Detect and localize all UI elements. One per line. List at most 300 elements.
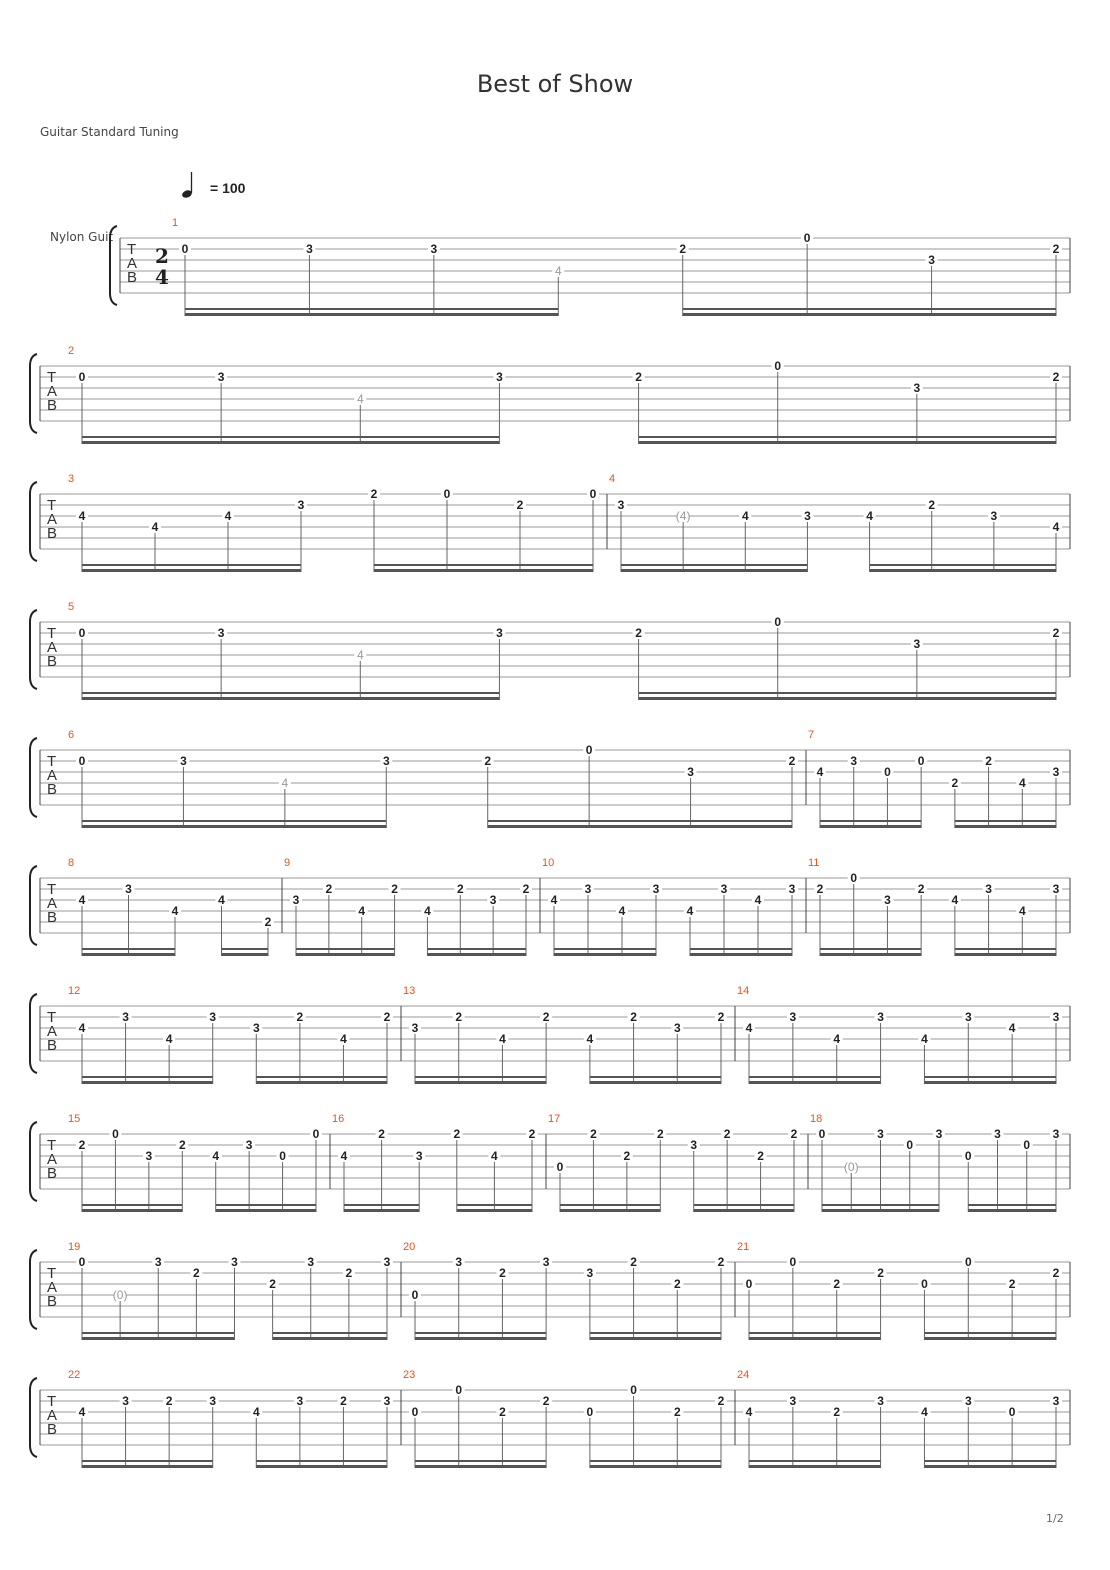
beam <box>749 1465 881 1468</box>
system-bracket <box>30 354 37 433</box>
fret-number: 3 <box>217 626 225 640</box>
fret-number: 0 <box>818 1127 826 1141</box>
fret-number: 2 <box>165 1394 173 1408</box>
beam <box>590 1465 721 1468</box>
fret-number: 4 <box>356 648 364 662</box>
fret-number: 3 <box>245 1138 253 1152</box>
fret-number: 2 <box>833 1277 841 1291</box>
fret-number: 2 <box>673 1277 681 1291</box>
beam <box>554 953 656 956</box>
fret-number: 3 <box>690 1138 698 1152</box>
fret-number: 2 <box>816 882 824 896</box>
beam <box>924 1076 1056 1078</box>
system-bracket <box>30 482 37 561</box>
tab-clef-letter: T <box>47 1137 57 1154</box>
measure-number: 4 <box>609 473 616 485</box>
fret-number: 2 <box>345 1266 353 1280</box>
fret-number: 2 <box>340 1394 347 1408</box>
fret-number: 3 <box>231 1255 238 1269</box>
fret-number: 0 <box>279 1149 286 1163</box>
page-number: 1/2 <box>1046 1512 1064 1525</box>
fret-number: 3 <box>297 498 305 512</box>
fret-number: 2 <box>917 882 925 896</box>
beam <box>82 948 175 950</box>
fret-number: (0) <box>112 1288 128 1302</box>
fret-number: 3 <box>430 242 438 256</box>
fret-number: 4 <box>78 1021 86 1035</box>
beam <box>82 1460 213 1462</box>
fret-number: 3 <box>496 626 503 640</box>
fret-number: 3 <box>415 1149 423 1163</box>
fret-number: 4 <box>358 904 366 918</box>
song-title: Best of Show <box>476 70 634 98</box>
fret-number: 4 <box>281 776 289 790</box>
fret-number: 2 <box>269 1277 276 1291</box>
fret-number: 4 <box>424 904 431 918</box>
fret-number: 4 <box>866 509 873 523</box>
fret-number: 2 <box>630 1010 637 1024</box>
fret-number: (4) <box>675 509 691 523</box>
beam <box>415 1076 546 1078</box>
fret-number: 3 <box>154 1255 162 1269</box>
fret-number: 4 <box>1018 904 1026 918</box>
beam <box>955 953 1056 956</box>
system-bracket <box>30 738 37 817</box>
fret-number: 4 <box>340 1149 348 1163</box>
fret-number: 3 <box>496 370 503 384</box>
fret-number: 4 <box>340 1032 347 1046</box>
tab-clef-letter: T <box>127 241 137 258</box>
beam <box>639 436 1056 438</box>
beam <box>374 569 593 572</box>
fret-number: 2 <box>370 487 378 501</box>
beam <box>820 948 921 950</box>
beam <box>870 569 1056 572</box>
tab-clef-letter: T <box>47 497 57 514</box>
fret-number: 3 <box>122 1394 129 1408</box>
fret-number: 4 <box>491 1149 498 1163</box>
tab-clef-letter: A <box>47 1023 58 1040</box>
beam <box>82 564 301 566</box>
beam <box>457 1204 532 1206</box>
beam <box>694 1204 794 1206</box>
measure-number: 2 <box>68 345 75 357</box>
beam <box>488 820 792 822</box>
fret-number: 3 <box>884 893 891 907</box>
beam <box>222 948 269 950</box>
fret-number: 0 <box>745 1277 753 1291</box>
measure-number: 13 <box>403 985 416 997</box>
fret-number: 4 <box>686 904 694 918</box>
beam <box>415 1460 546 1462</box>
fret-number: 2 <box>456 882 464 896</box>
fret-number: 2 <box>264 915 272 929</box>
beam <box>955 948 1056 950</box>
beam <box>216 1204 316 1206</box>
beam <box>185 308 558 310</box>
fret-number: 2 <box>928 498 936 512</box>
tempo-value: = 100 <box>210 180 246 196</box>
fret-number: 3 <box>850 754 858 768</box>
system-bracket <box>30 1250 37 1329</box>
fret-number: 3 <box>382 754 390 768</box>
fret-number: 3 <box>617 498 625 512</box>
fret-number: 4 <box>586 1032 594 1046</box>
tab-clef-letter: A <box>47 767 58 784</box>
fret-number: 2 <box>499 1266 506 1280</box>
beam <box>968 1204 1056 1206</box>
instrument-label: Nylon Guit <box>50 230 114 244</box>
tab-clef-letter: B <box>47 397 58 414</box>
beam <box>82 1081 213 1084</box>
fret-number: 3 <box>1052 1010 1060 1024</box>
beam <box>296 948 395 950</box>
fret-number: 0 <box>774 359 782 373</box>
fret-number: 3 <box>217 370 225 384</box>
beam <box>82 1076 213 1078</box>
beam <box>82 1465 213 1468</box>
beam <box>560 1209 660 1212</box>
tab-clef-letter: A <box>47 1151 58 1168</box>
beam <box>820 825 921 828</box>
system-bracket <box>30 610 37 689</box>
beam <box>82 1332 235 1334</box>
beam <box>82 1204 182 1206</box>
fret-number: 3 <box>913 637 921 651</box>
fret-number: 2 <box>673 1405 681 1419</box>
fret-number: 3 <box>994 1127 1001 1141</box>
fret-number: 2 <box>717 1255 725 1269</box>
beam <box>273 1332 387 1334</box>
fret-number: 3 <box>928 253 935 267</box>
fret-number: 0 <box>78 626 86 640</box>
fret-number: 2 <box>1052 242 1060 256</box>
measure-number: 1 <box>172 217 179 229</box>
beam <box>924 1337 1056 1340</box>
beam <box>273 1337 387 1340</box>
fret-number: 3 <box>1052 882 1060 896</box>
fret-number: 4 <box>171 904 179 918</box>
fret-number: 0 <box>78 1255 86 1269</box>
beam <box>256 1081 387 1084</box>
fret-number: 2 <box>193 1266 200 1280</box>
tab-clef-letter: B <box>47 781 58 798</box>
tab-clef-letter: A <box>47 1407 58 1424</box>
measure-number: 16 <box>332 1113 345 1125</box>
fret-number: 2 <box>1052 626 1060 640</box>
beam <box>749 1076 881 1078</box>
tab-clef-letter: B <box>47 1293 58 1310</box>
fret-number: 4 <box>921 1032 928 1046</box>
fret-number: 3 <box>913 381 921 395</box>
fret-number: 2 <box>484 754 492 768</box>
measure-number: 22 <box>68 1369 81 1381</box>
beam <box>694 1209 794 1212</box>
fret-number: 2 <box>1052 370 1060 384</box>
fret-number: 2 <box>499 1405 506 1419</box>
tab-clef-letter: T <box>47 1009 57 1026</box>
fret-number: 0 <box>803 231 811 245</box>
fret-number: 4 <box>618 904 626 918</box>
system-bracket <box>30 1122 37 1201</box>
fret-number: 3 <box>964 1394 972 1408</box>
beam <box>690 948 792 950</box>
fret-number: 0 <box>964 1255 972 1269</box>
fret-number: 0 <box>589 487 597 501</box>
beam <box>820 820 921 822</box>
fret-number: 3 <box>125 882 132 896</box>
beam <box>621 569 807 572</box>
beam <box>554 948 656 950</box>
fret-number: 4 <box>78 893 86 907</box>
fret-number: 4 <box>212 1149 220 1163</box>
fret-number: 0 <box>921 1277 928 1291</box>
tab-clef-letter: B <box>47 909 58 926</box>
tab-clef-letter: A <box>47 383 58 400</box>
system-bracket <box>30 1378 37 1457</box>
measure-number: 5 <box>68 601 75 613</box>
fret-number: 3 <box>687 765 694 779</box>
tab-clef-letter: B <box>47 1037 58 1054</box>
beam <box>82 820 386 822</box>
fret-number: 0 <box>585 743 593 757</box>
beam <box>924 1465 1056 1468</box>
tab-clef-letter: B <box>47 653 58 670</box>
fret-number: 2 <box>296 1010 304 1024</box>
fret-number: 4 <box>833 1032 841 1046</box>
tab-clef-letter: B <box>47 1421 58 1438</box>
fret-number: 2 <box>1008 1277 1016 1291</box>
tab-clef-letter: B <box>127 269 138 286</box>
fret-number: 4 <box>754 893 762 907</box>
fret-number: 3 <box>307 1255 315 1269</box>
beam <box>82 697 499 700</box>
fret-number: 2 <box>178 1138 186 1152</box>
tab-clef-letter: B <box>47 525 58 542</box>
fret-number: 4 <box>741 509 749 523</box>
fret-number: 4 <box>1018 776 1026 790</box>
beam <box>749 1081 881 1084</box>
fret-number: 4 <box>550 893 558 907</box>
beam <box>968 1209 1056 1212</box>
fret-number: 2 <box>656 1127 664 1141</box>
fret-number: 2 <box>985 754 992 768</box>
measure-number: 14 <box>737 985 750 997</box>
beam <box>590 1081 721 1084</box>
measure-number: 10 <box>542 857 555 869</box>
beam <box>820 953 921 956</box>
beam <box>82 436 499 438</box>
tab-clef-letter: T <box>47 881 57 898</box>
beam <box>427 953 526 956</box>
fret-number: 2 <box>455 1010 463 1024</box>
beam <box>683 308 1056 310</box>
measure-number: 24 <box>737 1369 750 1381</box>
tab-clef-letter: T <box>47 1265 57 1282</box>
beam <box>822 1204 939 1206</box>
beam <box>344 1204 419 1206</box>
fret-number: 0 <box>850 871 858 885</box>
time-signature-top: 2 <box>155 244 169 268</box>
fret-number: 3 <box>788 882 796 896</box>
fret-number: 3 <box>411 1021 419 1035</box>
fret-number: 3 <box>720 882 728 896</box>
beam <box>374 564 593 566</box>
beam <box>683 313 1056 316</box>
tab-clef-letter: T <box>47 1393 57 1410</box>
measure-number: 17 <box>548 1113 561 1125</box>
beam <box>955 820 1056 822</box>
tuning-label: Guitar Standard Tuning <box>40 125 179 139</box>
beam <box>344 1209 419 1212</box>
fret-number: 2 <box>717 1394 725 1408</box>
tab-clef-letter: A <box>47 639 58 656</box>
tab-clef-letter: T <box>47 625 57 642</box>
fret-number: 3 <box>877 1010 884 1024</box>
beam <box>590 1332 721 1334</box>
fret-number: 4 <box>921 1405 928 1419</box>
fret-number: 2 <box>877 1266 884 1280</box>
beam <box>488 825 792 828</box>
fret-number: 4 <box>951 893 959 907</box>
beam <box>222 953 269 956</box>
fret-number: 3 <box>586 1266 594 1280</box>
beam <box>256 1460 387 1462</box>
beam <box>216 1209 316 1212</box>
fret-number: 3 <box>985 882 992 896</box>
fret-number: 0 <box>78 370 86 384</box>
fret-number: 3 <box>455 1255 463 1269</box>
fret-number: 4 <box>745 1021 753 1035</box>
fret-number: 4 <box>1052 520 1060 534</box>
fret-number: 2 <box>833 1405 841 1419</box>
measure-number: 6 <box>68 729 75 741</box>
measure-number: 7 <box>808 729 815 741</box>
beam <box>560 1204 660 1206</box>
tab-clef-letter: B <box>47 1165 58 1182</box>
fret-number: 2 <box>391 882 398 896</box>
system-bracket <box>30 866 37 945</box>
tab-clef-letter: A <box>127 255 138 272</box>
fret-number: 2 <box>635 370 642 384</box>
beam <box>924 1460 1056 1462</box>
fret-number: 2 <box>717 1010 725 1024</box>
fret-number: 4 <box>356 392 364 406</box>
fret-number: 3 <box>252 1021 260 1035</box>
fret-number: 4 <box>78 509 86 523</box>
fret-number: 3 <box>1052 1127 1060 1141</box>
fret-number: 4 <box>252 1405 260 1419</box>
beam <box>296 953 395 956</box>
fret-number: 3 <box>877 1394 884 1408</box>
tab-clef-letter: A <box>47 895 58 912</box>
beam <box>749 1332 881 1334</box>
beam <box>621 564 807 566</box>
tab-clef-letter: A <box>47 1279 58 1296</box>
fret-number: 3 <box>122 1010 129 1024</box>
fret-number: 3 <box>935 1127 943 1141</box>
measure-number: 18 <box>810 1113 823 1125</box>
fret-number: 2 <box>757 1149 764 1163</box>
fret-number: 2 <box>516 498 524 512</box>
beam <box>690 953 792 956</box>
fret-number: 0 <box>586 1405 594 1419</box>
fret-number: 2 <box>383 1010 391 1024</box>
beam <box>822 1209 939 1212</box>
fret-number: 3 <box>383 1394 391 1408</box>
beam <box>82 692 499 694</box>
fret-number: 3 <box>964 1010 972 1024</box>
beam <box>415 1465 546 1468</box>
fret-number: 4 <box>554 264 562 278</box>
fret-number: 0 <box>411 1405 419 1419</box>
measure-number: 9 <box>284 857 291 869</box>
fret-number: 4 <box>218 893 225 907</box>
fret-number: 2 <box>325 882 333 896</box>
system-bracket <box>110 226 117 305</box>
fret-number: 2 <box>1052 1266 1060 1280</box>
fret-number: 0 <box>964 1149 972 1163</box>
fret-number: 2 <box>542 1010 550 1024</box>
measure-number: 20 <box>403 1241 416 1253</box>
fret-number: 2 <box>522 882 530 896</box>
fret-number: 0 <box>774 615 782 629</box>
fret-number: 2 <box>453 1127 461 1141</box>
fret-number: 4 <box>1008 1021 1016 1035</box>
beam <box>82 569 301 572</box>
beam <box>924 1332 1056 1334</box>
fret-number: 4 <box>78 1405 86 1419</box>
beam <box>185 313 558 316</box>
fret-number: 3 <box>990 509 998 523</box>
beam <box>457 1209 532 1212</box>
fret-number: 3 <box>209 1394 217 1408</box>
fret-number: 3 <box>789 1010 797 1024</box>
fret-number: 3 <box>877 1127 884 1141</box>
time-signature-bottom: 4 <box>155 265 169 289</box>
measure-number: 15 <box>68 1113 81 1125</box>
fret-number: 0 <box>556 1160 564 1174</box>
fret-number: 2 <box>528 1127 536 1141</box>
measure-number: 3 <box>68 473 75 485</box>
fret-number: 0 <box>917 754 925 768</box>
fret-number: 3 <box>804 509 811 523</box>
beam <box>639 441 1056 444</box>
fret-number: 2 <box>635 626 642 640</box>
fret-number: 3 <box>584 882 592 896</box>
fret-number: 0 <box>789 1255 797 1269</box>
beam <box>427 948 526 950</box>
fret-number: 2 <box>623 1149 631 1163</box>
fret-number: 0 <box>1008 1405 1016 1419</box>
fret-number: 2 <box>378 1127 385 1141</box>
beam <box>590 1076 721 1078</box>
fret-number: 3 <box>383 1255 391 1269</box>
fret-number: 2 <box>790 1127 798 1141</box>
fret-number: 3 <box>292 893 300 907</box>
beam <box>415 1332 546 1334</box>
beam <box>590 1460 721 1462</box>
fret-number: 0 <box>455 1383 463 1397</box>
fret-number: 4 <box>151 520 159 534</box>
beam <box>590 1337 721 1340</box>
fret-number: 0 <box>906 1138 914 1152</box>
measure-number: 19 <box>68 1241 81 1253</box>
fret-number: 2 <box>679 242 687 256</box>
fret-number: (0) <box>843 1160 859 1174</box>
fret-number: 2 <box>78 1138 86 1152</box>
measure-number: 12 <box>68 985 81 997</box>
